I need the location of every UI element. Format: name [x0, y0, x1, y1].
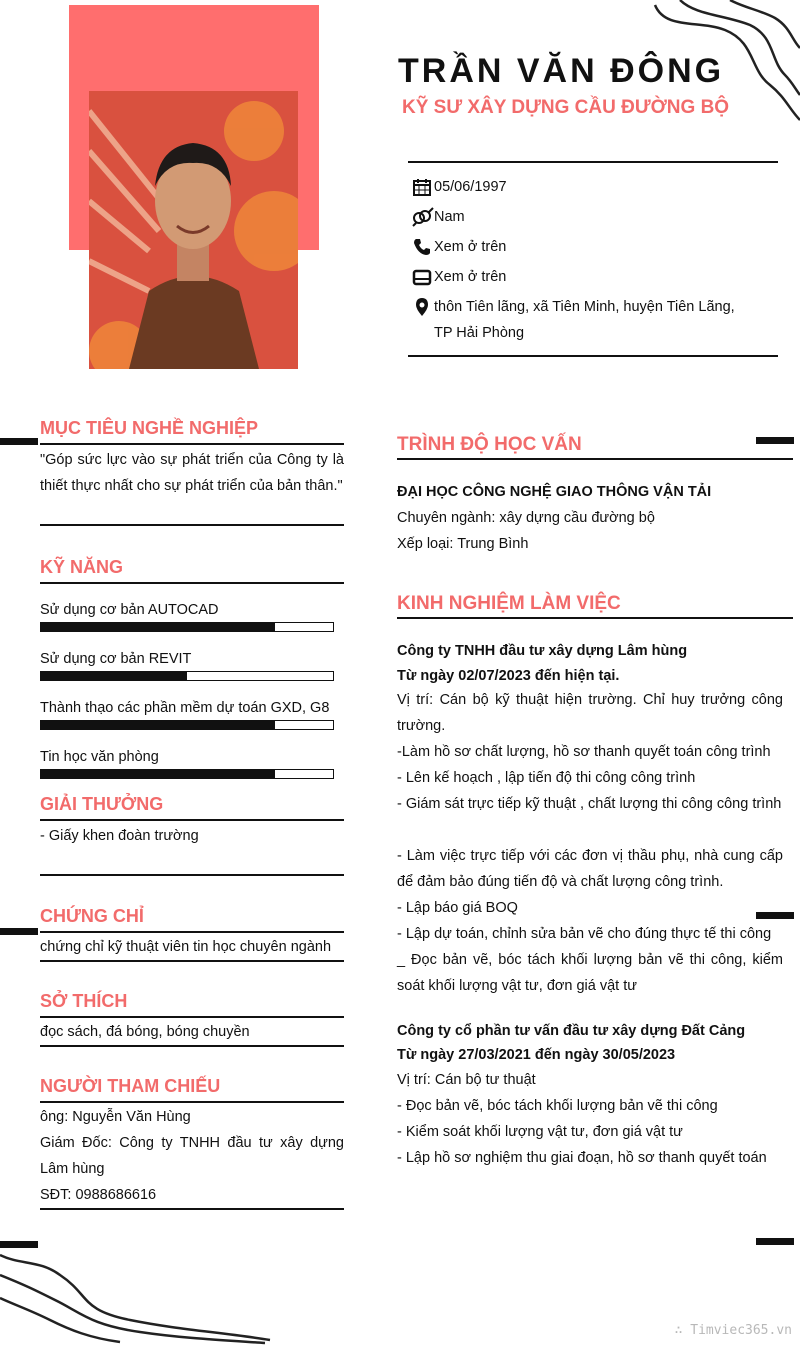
experience-divider — [397, 617, 793, 619]
skill-bar-fill — [41, 770, 275, 778]
references-bottom-divider — [40, 1208, 344, 1210]
objective-text: "Góp sức lực vào sự phát triển của Công ty là thiết thực nhất cho sự phát triển của bản thân." — [40, 452, 344, 494]
gender-icon — [412, 207, 434, 227]
job-period: Từ ngày 02/07/2023 đến hiện tại. — [397, 668, 620, 684]
reference-position: Giám Đốc: Công ty TNHH đầu tư xây dựng Lâm hùng — [40, 1135, 344, 1177]
gender-value: Nam — [434, 209, 465, 225]
left-edge-marker — [0, 438, 38, 445]
skill-bar — [40, 769, 334, 779]
job-detail-line: Vị trí: Cán bộ tư thuật — [397, 1072, 536, 1088]
contact-phone — [412, 234, 506, 260]
skill-bar — [40, 671, 334, 681]
calendar-icon — [412, 177, 434, 197]
objective-bottom-divider — [40, 524, 344, 526]
objective-divider — [40, 443, 344, 445]
job-detail-line: -Làm hồ sơ chất lượng, hồ sơ thanh quyết toán công trình — [397, 744, 771, 760]
job-title: KỸ SƯ XÂY DỰNG CẦU ĐƯỜNG BỘ — [402, 97, 730, 118]
job-period: Từ ngày 27/03/2021 đến ngày 30/05/2023 — [397, 1047, 676, 1063]
awards-bottom-divider — [40, 874, 344, 876]
location-pin-icon — [412, 297, 434, 317]
email-value: Xem ở trên — [434, 269, 507, 285]
job-detail-line: - Lập báo giá BOQ — [397, 900, 518, 916]
skill-bar-fill — [41, 672, 187, 680]
address-line-2: TP Hải Phòng — [434, 325, 525, 341]
right-edge-marker — [756, 912, 794, 919]
certificates-bottom-divider — [40, 960, 344, 962]
job-detail-line: - Kiểm soát khối lượng vật tư, đơn giá vật tư — [397, 1124, 683, 1140]
skill-label: Sử dụng cơ bản REVIT — [40, 651, 192, 667]
education-divider — [397, 458, 793, 460]
contact-email — [412, 264, 506, 290]
skill-bar-fill — [41, 721, 275, 729]
awards-divider — [40, 819, 344, 821]
contact-gender — [412, 204, 465, 230]
contact-bottom-divider — [408, 355, 778, 357]
reference-phone: SĐT: 0988686616 — [40, 1187, 157, 1203]
experience-title: KINH NGHIỆM LÀM VIỆC — [397, 593, 621, 614]
references-divider — [40, 1101, 344, 1103]
hobbies-divider — [40, 1016, 344, 1018]
references-title: NGƯỜI THAM CHIẾU — [40, 1076, 221, 1096]
job-company: Công ty cổ phần tư vấn đầu tư xây dựng Đất Cảng — [397, 1023, 746, 1039]
skill-label: Thành thạo các phần mềm dự toán GXD, G8 — [40, 700, 330, 716]
contact-top-divider — [408, 161, 778, 163]
phone-value: Xem ở trên — [434, 239, 507, 255]
job-detail-line: Vị trí: Cán bộ kỹ thuật hiện trường. Chỉ huy trưởng công trường. — [397, 692, 783, 734]
hobbies-text: đọc sách, đá bóng, bóng chuyền — [40, 1024, 250, 1040]
birthday-value: 05/06/1997 — [434, 179, 507, 195]
skills-divider — [40, 582, 344, 584]
skill-label: Sử dụng cơ bản AUTOCAD — [40, 602, 219, 618]
left-edge-marker — [0, 928, 38, 935]
certificates-text: chứng chỉ kỹ thuật viên tin học chuyên ngành — [40, 939, 332, 955]
hobbies-bottom-divider — [40, 1045, 344, 1047]
address-line-1: thôn Tiên lãng, xã Tiên Minh, huyện Tiên Lãng, — [434, 299, 735, 315]
job-detail-line: _ Đọc bản vẽ, bóc tách khối lượng bản vẽ thi công, kiểm soát khối lượng vật tư, đơn giá vật tư — [397, 952, 783, 994]
awards-text: - Giấy khen đoàn trường — [40, 828, 199, 844]
phone-icon — [412, 237, 434, 257]
right-edge-marker — [756, 1238, 794, 1245]
skill-bar — [40, 720, 334, 730]
skill-bar — [40, 622, 334, 632]
awards-title: GIẢI THƯỞNG — [40, 794, 164, 814]
left-edge-marker — [0, 1241, 38, 1248]
education-school: ĐẠI HỌC CÔNG NGHỆ GIAO THÔNG VẬN TẢI — [397, 484, 712, 500]
right-edge-marker — [756, 437, 794, 444]
certificates-title: CHỨNG CHỈ — [40, 906, 144, 926]
envelope-icon — [412, 267, 434, 287]
job-detail-line: - Giám sát trực tiếp kỹ thuật , chất lượng thi công công trình — [397, 796, 782, 812]
contact-address — [412, 294, 735, 346]
certificates-divider — [40, 931, 344, 933]
job-detail-line: - Lập hồ sơ nghiệm thu giai đoạn, hồ sơ thanh quyết toán — [397, 1150, 767, 1166]
reference-name: ông: Nguyễn Văn Hùng — [40, 1109, 191, 1125]
job-detail-line: - Lập dự toán, chỉnh sửa bản vẽ cho đúng thực tế thi công — [397, 926, 772, 942]
job-detail-line: - Lên kế hoạch , lập tiến độ thi công công trình — [397, 770, 696, 786]
job-company: Công ty TNHH đầu tư xây dựng Lâm hùng — [397, 643, 688, 659]
education-title: TRÌNH ĐỘ HỌC VẤN — [397, 434, 582, 455]
profile-photo — [89, 91, 298, 369]
decorative-waves-bottom-left — [0, 1250, 280, 1346]
full-name: TRẦN VĂN ĐÔNG — [398, 52, 725, 90]
skills-title: KỸ NĂNG — [40, 557, 124, 577]
education-major: Chuyên ngành: xây dựng cầu đường bộ — [397, 510, 655, 526]
objective-title: MỤC TIÊU NGHỀ NGHIỆP — [40, 418, 259, 438]
skill-label: Tin học văn phòng — [40, 749, 159, 765]
watermark: ∴ Timviec365.vn — [674, 1323, 792, 1338]
job-detail-line: - Làm việc trực tiếp với các đơn vị thầu phụ, nhà cung cấp để đảm bảo đúng tiến độ và chất lượng công trình. — [397, 848, 783, 890]
skill-bar-fill — [41, 623, 275, 631]
contact-birthday — [412, 174, 507, 200]
hobbies-title: SỞ THÍCH — [40, 991, 128, 1011]
education-grade: Xếp loại: Trung Bình — [397, 536, 529, 552]
job-detail-line: - Đọc bản vẽ, bóc tách khối lượng bản vẽ thi công — [397, 1098, 718, 1114]
